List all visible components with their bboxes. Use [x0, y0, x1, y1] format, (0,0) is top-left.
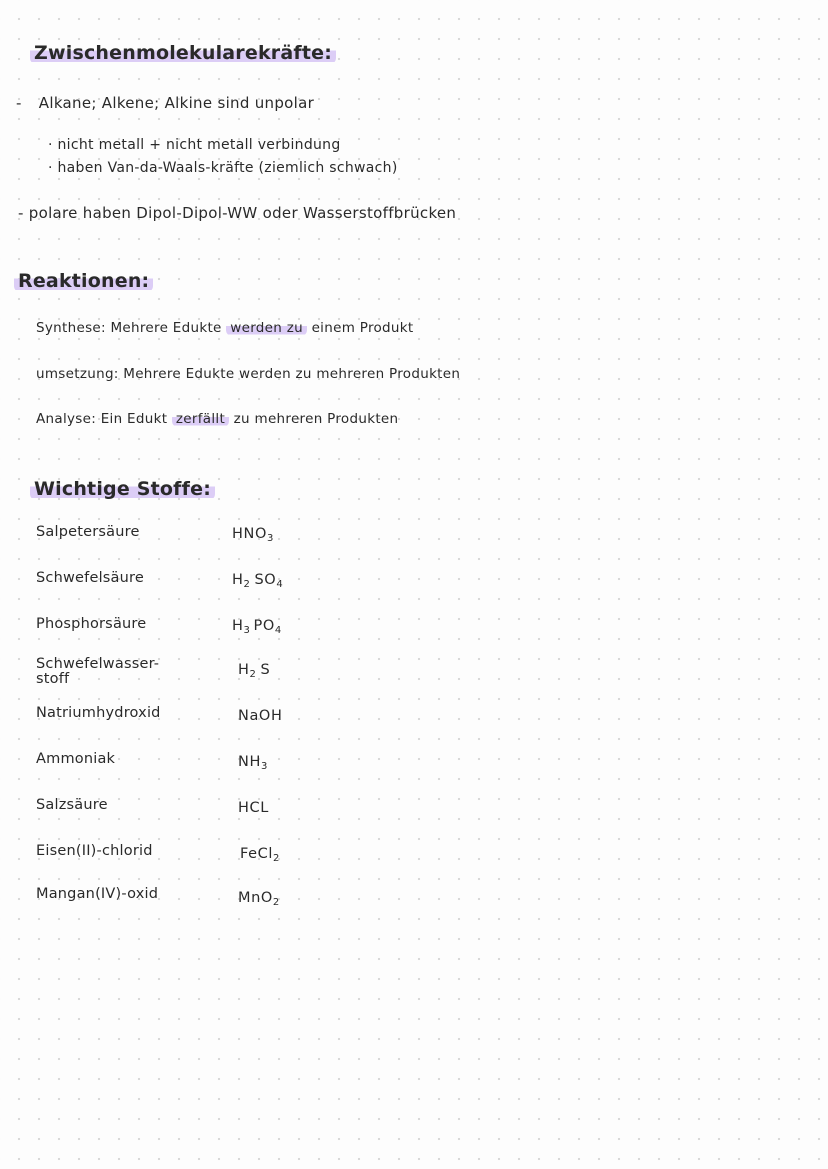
substance-formula: $HNO_3$ [232, 526, 274, 544]
substance-formula: NaOH [238, 708, 283, 724]
substance-name: Schwefelwasser- stoff [36, 656, 160, 687]
analyse-pre: Ein Edukt [100, 411, 168, 427]
analyse-label: Analyse: [36, 411, 97, 427]
heading-intermolecular [30, 42, 336, 64]
umsetzung-label: umsetzung: [36, 366, 119, 382]
text-line-polar: - polare haben Dipol-Dipol-WW oder Wasserstoffbrücken [18, 204, 457, 222]
umsetzung-text: Mehrere Edukte werden zu mehreren Produkten [123, 366, 461, 382]
synthese-highlight: werden zu [226, 320, 307, 336]
substance-name: Natriumhydroxid [36, 705, 161, 721]
reaction-analyse [36, 411, 398, 427]
substance-formula: $H_2$ S [238, 662, 271, 680]
heading-substances [30, 478, 215, 500]
heading-reactions-text: Reaktionen: [14, 270, 153, 292]
analyse-post: zu mehreren Produkten [233, 411, 399, 427]
synthese-label: Synthese: [36, 320, 106, 336]
substance-name: Schwefelsäure [36, 570, 144, 586]
text-line-alkanes [16, 94, 314, 112]
synthese-pre: Mehrere Edukte [110, 320, 222, 336]
substance-name: Eisen(II)-chlorid [36, 843, 153, 859]
analyse-highlight: zerfällt [172, 411, 229, 427]
heading-substances-text: Wichtige Stoffe: [30, 478, 215, 500]
reaction-umsetzung [36, 366, 460, 382]
substance-formula: FeCl$_2$ [240, 846, 280, 864]
substance-formula: $H_2$ $SO_4$ [232, 572, 284, 590]
heading-intermolecular-text: Zwischenmolekularekräfte: [30, 42, 336, 64]
synthese-post: einem Produkt [311, 320, 414, 336]
dash-mark: - [16, 94, 22, 112]
alkanes-text: Alkane; Alkene; Alkine sind unpolar [38, 94, 315, 112]
reaction-synthese [36, 320, 414, 336]
substance-formula: $H_3$ $PO_4$ [232, 618, 282, 636]
heading-reactions [14, 270, 153, 292]
bullet-vdw: · haben Van-da-Waals-kräfte (ziemlich schwach) [48, 160, 398, 176]
substance-name: Ammoniak [36, 751, 116, 767]
substance-formula: $NH_3$ [238, 754, 268, 772]
substance-formula: HCL [238, 800, 269, 816]
substance-name: Phosphorsäure [36, 616, 147, 632]
bullet-nonmetal: · nicht metall + nicht metall verbindung [48, 137, 341, 153]
substance-name: Salpetersäure [36, 524, 140, 540]
substance-formula: MnO$_2$ [238, 890, 280, 908]
substance-name: Salzsäure [36, 797, 108, 813]
substance-name: Mangan(IV)-oxid [36, 886, 159, 902]
